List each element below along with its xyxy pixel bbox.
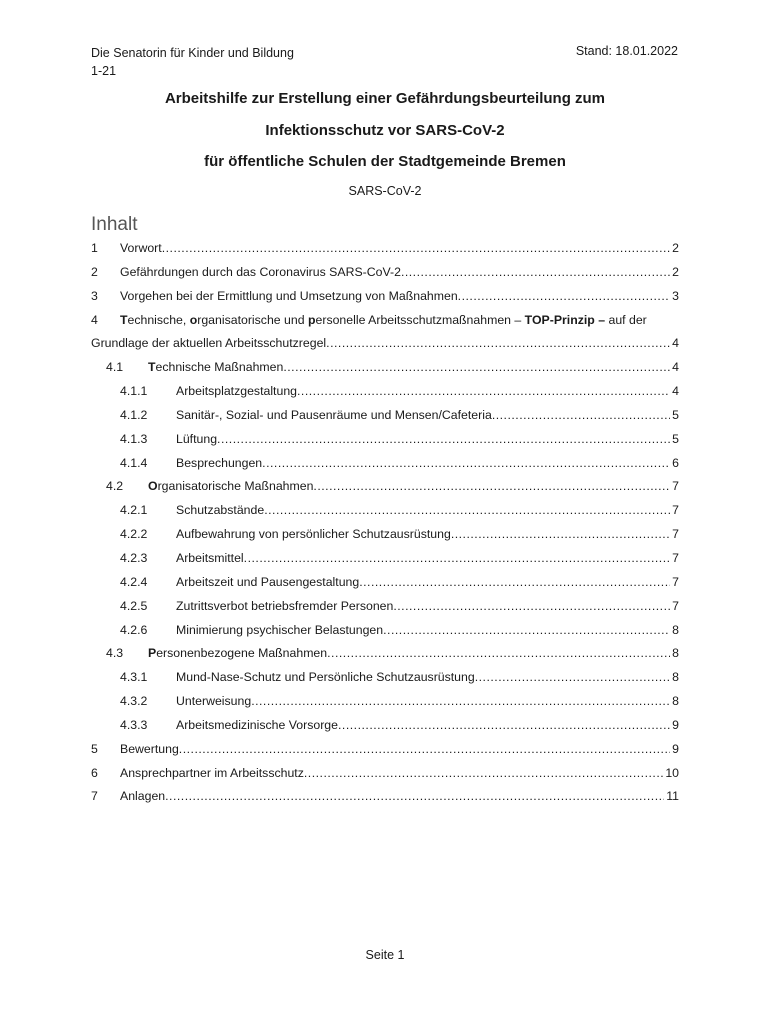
toc-number: 5 <box>91 741 98 756</box>
toc-entry[interactable] <box>91 499 679 523</box>
toc-page: 7 <box>672 479 679 494</box>
toc-title-part: rganisatorische und <box>197 312 308 327</box>
toc-number: 4.2.4 <box>120 574 148 589</box>
toc-page: 8 <box>672 622 679 637</box>
toc-leader <box>283 356 670 380</box>
toc-entry[interactable] <box>91 595 679 619</box>
toc-entry[interactable] <box>91 547 679 571</box>
toc-entry[interactable] <box>91 642 679 666</box>
toc-number: 4.2 <box>106 479 124 494</box>
toc-entry[interactable] <box>91 237 679 261</box>
toc-leader <box>383 619 670 643</box>
toc-leader <box>251 690 670 714</box>
toc-page: 8 <box>672 646 679 661</box>
toc-title: Bewertung <box>120 741 179 756</box>
title-line-1: Arbeitshilfe zur Erstellung einer Gefährdungsbeurteilung zum <box>164 90 606 107</box>
toc-title-part: ersonenbezogene Maßnahmen <box>156 646 328 661</box>
toc-leader <box>475 666 670 690</box>
toc-title-line-1 <box>91 309 679 333</box>
toc-number: 4.1.4 <box>120 455 148 470</box>
toc-leader <box>393 595 670 619</box>
toc-title-line-2 <box>91 332 679 356</box>
page-number: Seite 1 <box>365 948 405 962</box>
toc-title <box>148 475 313 499</box>
toc-leader <box>262 452 670 476</box>
toc-title-initial-t: T <box>120 312 128 327</box>
toc-entry[interactable] <box>91 714 679 738</box>
toc-page: 2 <box>672 241 679 255</box>
toc-number: 4.3.1 <box>120 670 148 685</box>
toc-entry[interactable] <box>91 619 679 643</box>
toc-title: Arbeitsmittel <box>176 550 244 565</box>
toc-title-initial: T <box>148 360 156 375</box>
toc-entry[interactable] <box>91 309 679 357</box>
toc-leader <box>179 738 670 762</box>
toc-title-part: echnische, <box>127 312 190 327</box>
toc-page: 5 <box>672 431 679 446</box>
toc-leader <box>313 475 670 499</box>
toc-leader <box>297 380 670 404</box>
toc-leader <box>451 523 670 547</box>
toc-title-part: echnische Maßnahmen <box>155 360 284 375</box>
toc-entry[interactable] <box>91 356 679 380</box>
toc-entry[interactable] <box>91 380 679 404</box>
toc-leader <box>326 332 670 356</box>
toc-title: Arbeitsplatzgestaltung <box>176 384 297 399</box>
toc-entry[interactable] <box>91 452 679 476</box>
toc-leader <box>338 714 670 738</box>
toc-number: 4.2.2 <box>120 527 148 542</box>
toc-leader <box>401 261 670 285</box>
toc-number: 4.2.5 <box>120 598 148 613</box>
toc-page: 7 <box>672 527 679 542</box>
toc-number: 4 <box>91 312 98 327</box>
toc-title: Arbeitsmedizinische Vorsorge <box>176 717 338 732</box>
toc-entry[interactable] <box>91 690 679 714</box>
toc-page: 7 <box>672 550 679 565</box>
toc-leader <box>304 762 663 786</box>
toc-number: 7 <box>91 789 98 804</box>
toc-number: 4.1.1 <box>120 384 148 399</box>
toc-title: Besprechungen <box>176 455 263 470</box>
table-of-contents <box>91 237 679 809</box>
title-line-2: Infektionsschutz vor SARS-CoV-2 <box>265 122 505 139</box>
toc-title-initial: P <box>148 646 157 661</box>
toc-page: 8 <box>672 670 679 685</box>
toc-entry[interactable] <box>91 785 679 809</box>
toc-leader <box>217 428 670 452</box>
toc-title: Mund-Nase-Schutz und Persönliche Schutzausrüstung <box>176 670 475 685</box>
toc-title: Zutrittsverbot betriebsfremder Personen <box>176 598 394 613</box>
toc-title: Grundlage der aktuellen Arbeitsschutzregel <box>91 336 327 351</box>
toc-title: Vorwort <box>120 241 162 255</box>
toc-page: 7 <box>672 598 679 613</box>
toc-entry[interactable] <box>91 523 679 547</box>
toc-title-top-prinzip: TOP-Prinzip – <box>524 312 606 327</box>
toc-page: 10 <box>665 765 679 780</box>
toc-leader <box>492 404 670 428</box>
toc-number: 4.1.2 <box>120 407 148 422</box>
toc-number: 4.3 <box>106 646 124 661</box>
toc-title-initial: O <box>148 479 158 494</box>
toc-title: Vorgehen bei der Ermittlung und Umsetzung von Maßnahmen <box>120 288 458 303</box>
toc-number: 4.1.3 <box>120 431 148 446</box>
toc-page: 7 <box>672 503 679 518</box>
toc-title <box>148 356 283 380</box>
toc-page: 3 <box>672 288 679 303</box>
toc-heading: Inhalt <box>91 214 138 235</box>
toc-entry[interactable] <box>91 738 679 762</box>
toc-leader <box>244 547 671 571</box>
toc-title-part: ersonelle Arbeitsschutzmaßnahmen – <box>315 312 525 327</box>
toc-page: 8 <box>672 694 679 709</box>
toc-page: 9 <box>672 741 679 756</box>
toc-title-initial-p: p <box>308 312 316 327</box>
toc-title: Ansprechpartner im Arbeitsschutz <box>120 765 304 780</box>
toc-number: 2 <box>91 264 98 279</box>
toc-leader <box>359 571 670 595</box>
toc-entry[interactable] <box>91 571 679 595</box>
toc-page: 6 <box>672 455 679 470</box>
toc-title: Sanitär-, Sozial- und Pausenräume und Mensen/Cafeteria <box>176 407 492 422</box>
toc-title: Aufbewahrung von persönlicher Schutzausrüstung <box>176 527 451 542</box>
toc-entry[interactable] <box>91 285 679 309</box>
toc-leader <box>165 785 664 809</box>
toc-title-initial-o: o <box>189 312 198 327</box>
toc-entry[interactable] <box>91 475 679 499</box>
toc-number: 4.2.1 <box>120 503 148 518</box>
toc-number: 4.3.2 <box>120 694 148 709</box>
title-line-3: für öffentliche Schulen der Stadtgemeinde Bremen <box>204 153 566 170</box>
toc-title: Schutzabstände <box>176 503 265 518</box>
toc-page: 11 <box>666 789 679 804</box>
toc-number: 4.2.3 <box>120 550 148 565</box>
header-date: Stand: 18.01.2022 <box>575 44 678 58</box>
toc-title-part: auf der <box>605 312 647 327</box>
toc-title-part: rganisatorische Maßnahmen <box>157 479 314 494</box>
toc-entry[interactable] <box>91 261 679 285</box>
toc-number: 3 <box>91 288 98 303</box>
toc-title: Lüftung <box>176 431 218 446</box>
toc-title: Gefährdungen durch das Coronavirus SARS-CoV-2 <box>120 264 401 279</box>
toc-title: Unterweisung <box>176 694 252 709</box>
toc-entry[interactable] <box>91 404 679 428</box>
toc-title: Arbeitszeit und Pausengestaltung <box>176 574 360 589</box>
header-authority: Die Senatorin für Kinder und Bildung <box>91 46 294 60</box>
toc-number: 4.3.3 <box>120 717 148 732</box>
toc-page: 7 <box>672 574 679 589</box>
toc-leader <box>327 642 670 666</box>
toc-entry[interactable] <box>91 666 679 690</box>
toc-title <box>148 642 327 666</box>
toc-page: 4 <box>672 384 679 399</box>
toc-leader <box>458 285 670 309</box>
toc-leader <box>264 499 670 523</box>
header-reference: 1-21 <box>91 64 117 78</box>
toc-page: 4 <box>672 360 679 375</box>
toc-number: 4.1 <box>106 360 124 375</box>
toc-leader <box>162 237 670 261</box>
toc-number: 6 <box>91 765 98 780</box>
toc-title: Minimierung psychischer Belastungen <box>176 622 384 637</box>
toc-number: 4.2.6 <box>120 622 148 637</box>
toc-entry[interactable] <box>91 762 679 786</box>
toc-page: 4 <box>672 336 679 351</box>
toc-entry[interactable] <box>91 428 679 452</box>
header-left <box>91 44 294 80</box>
toc-page: 5 <box>672 407 679 422</box>
toc-number: 1 <box>91 241 98 255</box>
toc-page: 9 <box>672 717 679 732</box>
subtitle: SARS-CoV-2 <box>348 184 422 198</box>
toc-page: 2 <box>672 264 679 279</box>
toc-title: Anlagen <box>120 789 166 804</box>
